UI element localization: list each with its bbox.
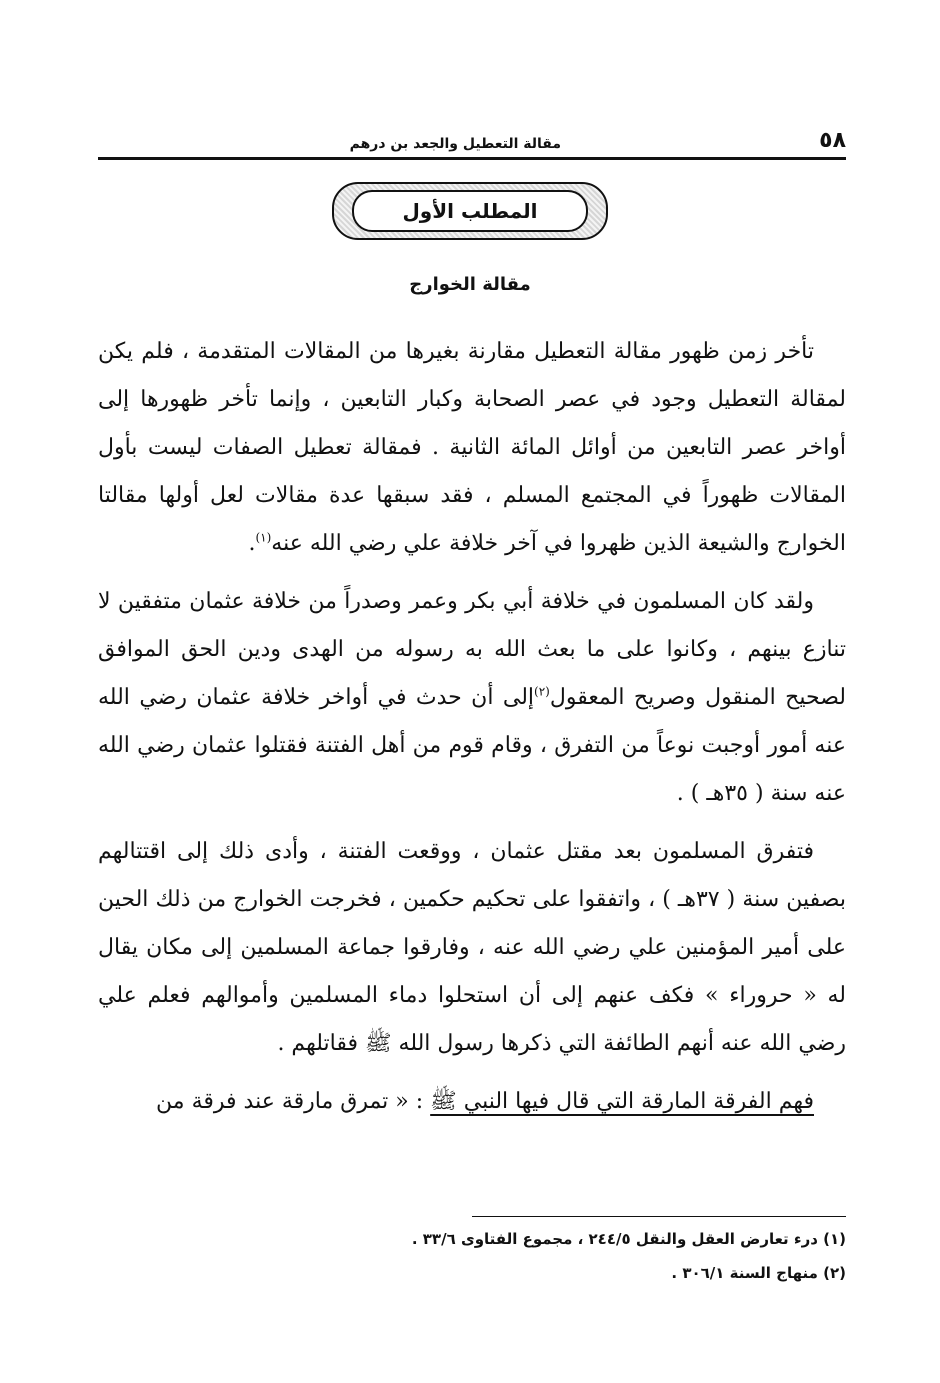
section-heading: المطلب الأول bbox=[402, 199, 538, 223]
section-heading-frame bbox=[332, 182, 608, 240]
body-text bbox=[98, 328, 846, 1126]
footnote-1: (١) درء تعارض العقل والنقل ٢٤٤/٥ ، مجموع الفتاوى ٣٣/٦ . bbox=[411, 1230, 846, 1248]
footnote-rule bbox=[472, 1216, 846, 1217]
paragraph-3 bbox=[98, 828, 846, 1068]
page-number: ٥٨ bbox=[819, 128, 846, 153]
running-title: مقالة التعطيل والجعد بن درهم bbox=[349, 136, 561, 152]
paragraph-text: فتفرق المسلمون بعد مقتل عثمان ، ووقعت الفتنة ، وأدى ذلك إلى اقتتالهم بصفين سنة ( ٣٧هـ ) ، واتفقوا على تحكيم حكمين ، فخرجت الخوارج من ذلك الحين على أمير المؤمنين علي رضي الله عنه ، وفارقوا جماعة المسلمين إلى مكان يقال له « حروراء » فكف عنهم إلى أن استحلوا دماء المسلمين وأموالهم فعلم علي رضي الله عنه أنهم الطائفة التي ذكرها رسول الله ﷺ فقاتلهم . bbox=[98, 839, 846, 1056]
paragraph-2 bbox=[98, 578, 846, 818]
header-rule bbox=[98, 157, 846, 160]
footnotes bbox=[98, 1222, 846, 1290]
footnote-marker: (١) bbox=[255, 530, 272, 545]
paragraph-text: : « تمرق مارقة عند فرقة من bbox=[156, 1089, 424, 1114]
underlined-text: فهم الفرقة المارقة التي قال فيها النبي ﷺ bbox=[430, 1089, 814, 1114]
paragraph-text-end: . bbox=[248, 531, 256, 556]
paragraph-4 bbox=[98, 1078, 846, 1126]
footnote-marker: (٢) bbox=[534, 684, 550, 699]
paragraph-text-end: إلى أن حدث في أواخر خلافة عثمان رضي الله عنه أمور أوجبت نوعاً من التفرق ، وقام قوم من أهل الفتنة فقتلوا عثمان رضي الله عنه سنة ( ٣٥هـ ) . bbox=[98, 685, 846, 806]
footnote-2: (٢) منهاج السنة ٣٠٦/١ . bbox=[671, 1264, 846, 1282]
section-subtitle: مقالة الخوارج bbox=[409, 274, 531, 295]
page-header bbox=[98, 128, 846, 158]
section-heading-inner bbox=[352, 190, 588, 232]
paragraph-1 bbox=[98, 328, 846, 568]
paragraph-text: ولقد كان المسلمون في خلافة أبي بكر وعمر وصدراً من خلافة عثمان متفقين لا تنازع بينهم ، وكانوا على ما بعث الله به رسوله من الهدى ودين الحق الموافق لصحيح المنقول وصريح المعقول bbox=[98, 589, 846, 710]
paragraph-text: تأخر زمن ظهور مقالة التعطيل مقارنة بغيرها من المقالات المتقدمة ، فلم يكن لمقالة التعطيل وجود في عصر الصحابة وكبار التابعين ، وإنما تأخر ظهورها إلى أواخر عصر التابعين من أوائل المائة الثانية . فمقالة تعطيل الصفات ليست بأول المقالات ظهوراً في المجتمع المسلم ، فقد سبقها عدة مقالات لعل أولها مقالتا الخوارج والشيعة الذين ظهروا في آخر خلافة علي رضي الله عنه bbox=[98, 339, 846, 556]
